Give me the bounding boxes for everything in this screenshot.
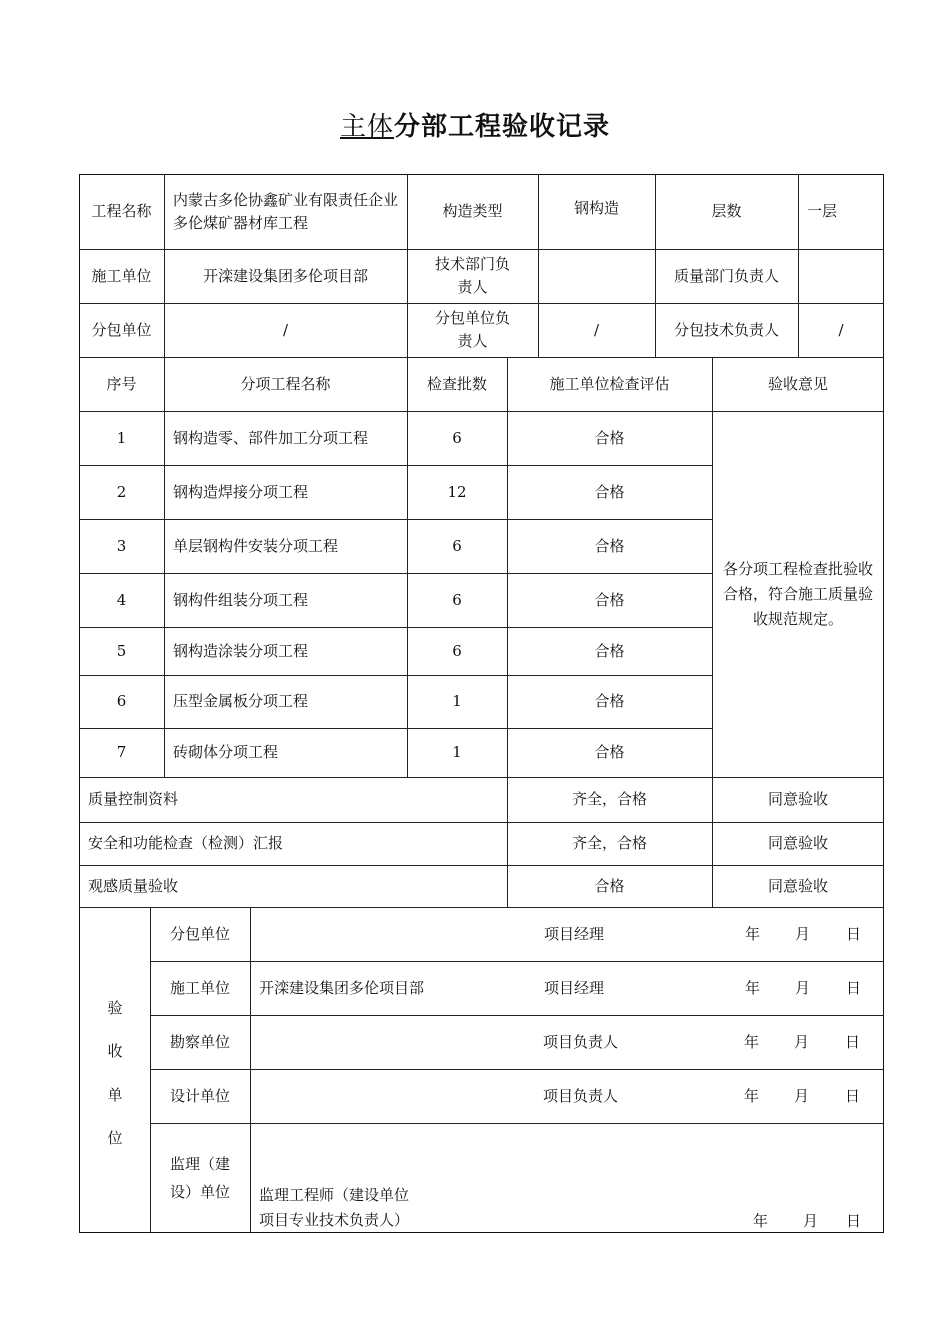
table-row-name: 钢构造涂装分项工程 bbox=[173, 641, 309, 660]
title-underlined: 主体 bbox=[339, 112, 394, 142]
table-row-seq: 2 bbox=[116, 482, 127, 501]
acceptance-unit: 勘察单位 bbox=[169, 1032, 230, 1051]
subcontract-head-value: / bbox=[593, 320, 600, 339]
merged-opinion: 各分项工程检查批验收合格，符合施工质量验收规范规定。 bbox=[722, 559, 873, 628]
summary-eval: 齐全，合格 bbox=[571, 834, 647, 852]
table-row-name: 砖砌体分项工程 bbox=[173, 743, 279, 761]
acceptance-role: 项目负责人 bbox=[543, 1033, 619, 1051]
table-row-eval: 合格 bbox=[594, 743, 625, 761]
table-row-seq: 5 bbox=[116, 641, 127, 660]
date-month: 月 bbox=[794, 1033, 810, 1051]
table-row-batches: 1 bbox=[452, 743, 462, 761]
table-row-eval: 合格 bbox=[594, 428, 625, 447]
date-year: 年 bbox=[745, 925, 761, 943]
date-year: 年 bbox=[744, 1033, 760, 1051]
header-batches: 检查批数 bbox=[426, 374, 487, 393]
date-month: 月 bbox=[795, 979, 811, 997]
date-day: 日 bbox=[846, 979, 862, 997]
table-row-batches: 6 bbox=[452, 641, 462, 660]
acceptance-unit: 分包单位 bbox=[169, 924, 230, 943]
table-row-seq: 1 bbox=[116, 428, 127, 447]
structure-type-value: 钢构造 bbox=[573, 198, 619, 217]
side-label-char: 收 bbox=[107, 1042, 123, 1060]
supervision-unit: 监理（建设）单位 bbox=[169, 1155, 230, 1201]
table-row-batches: 6 bbox=[452, 428, 462, 447]
table-row-name: 钢构造焊接分项工程 bbox=[173, 482, 309, 501]
quality-head-label: 质量部门负责人 bbox=[673, 266, 779, 285]
header-eval: 施工单位检查评估 bbox=[549, 374, 670, 393]
table-row-batches: 12 bbox=[447, 482, 467, 501]
summary-label: 安全和功能检查（检测）汇报 bbox=[88, 834, 284, 852]
date-month: 月 bbox=[795, 925, 811, 943]
construction-unit-label: 施工单位 bbox=[91, 266, 152, 285]
summary-eval: 合格 bbox=[594, 876, 625, 895]
summary-eval: 齐全，合格 bbox=[571, 790, 647, 808]
header-name: 分项工程名称 bbox=[240, 374, 331, 393]
date-year: 年 bbox=[753, 1212, 769, 1230]
table-row-name: 压型金属板分项工程 bbox=[173, 692, 309, 710]
page-title bbox=[0, 106, 950, 143]
acceptance-unit: 设计单位 bbox=[169, 1086, 230, 1105]
subcontract-label: 分包单位 bbox=[91, 320, 152, 339]
table-row-eval: 合格 bbox=[594, 536, 625, 555]
acceptance-role: 项目负责人 bbox=[543, 1087, 619, 1105]
table-row-batches: 1 bbox=[452, 692, 462, 710]
table-row-name: 单层钢构件安装分项工程 bbox=[173, 536, 339, 555]
table-row-seq: 3 bbox=[116, 536, 127, 555]
subcontract-tech-label: 分包技术负责人 bbox=[673, 320, 779, 339]
date-month: 月 bbox=[794, 1087, 810, 1105]
side-label-char: 位 bbox=[107, 1129, 123, 1147]
table-row-seq: 6 bbox=[116, 692, 127, 710]
supervision-signer-line1: 监理工程师（建设单位 bbox=[259, 1186, 410, 1204]
header-opinion: 验收意见 bbox=[767, 374, 828, 393]
table-row-name: 钢构件组装分项工程 bbox=[173, 590, 309, 609]
subcontract-value: / bbox=[282, 320, 289, 339]
table-row-name: 钢构造零、部件加工分项工程 bbox=[173, 428, 369, 447]
date-day: 日 bbox=[846, 1212, 862, 1230]
header-seq: 序号 bbox=[106, 374, 137, 393]
date-year: 年 bbox=[745, 979, 761, 997]
table-row-batches: 6 bbox=[452, 590, 462, 609]
table-row-batches: 6 bbox=[452, 536, 462, 555]
quality-head-value bbox=[798, 249, 884, 303]
table-row-eval: 合格 bbox=[594, 641, 625, 660]
tech-head-label: 技术部门负责人 bbox=[435, 255, 511, 296]
table-row-eval: 合格 bbox=[594, 692, 625, 710]
supervision-signer-line2: 项目专业技术负责人） bbox=[259, 1211, 410, 1229]
date-day: 日 bbox=[845, 1087, 861, 1105]
summary-label: 观感质量验收 bbox=[88, 876, 179, 895]
summary-opinion: 同意验收 bbox=[767, 834, 828, 852]
floors-value: 一层 bbox=[807, 202, 838, 220]
title-rest: 分部工程验收记录 bbox=[394, 112, 611, 142]
table-row-seq: 4 bbox=[116, 590, 127, 609]
table-row-seq: 7 bbox=[116, 743, 127, 761]
date-day: 日 bbox=[845, 1033, 861, 1051]
date-day: 日 bbox=[846, 925, 862, 943]
side-label-char: 验 bbox=[107, 999, 123, 1017]
date-year: 年 bbox=[744, 1087, 760, 1105]
acceptance-unit-name: 开滦建设集团多伦项目部 bbox=[259, 979, 425, 997]
summary-opinion: 同意验收 bbox=[767, 876, 828, 895]
summary-opinion: 同意验收 bbox=[767, 790, 828, 808]
construction-unit-value: 开滦建设集团多伦项目部 bbox=[202, 266, 368, 285]
tech-head-value bbox=[538, 249, 655, 303]
table-row-eval: 合格 bbox=[594, 590, 625, 609]
side-label-char: 单 bbox=[107, 1086, 123, 1104]
acceptance-unit: 施工单位 bbox=[169, 978, 230, 997]
acceptance-role: 项目经理 bbox=[544, 979, 605, 997]
floors-label: 层数 bbox=[711, 202, 742, 220]
project-name-value: 内蒙古多伦协鑫矿业有限责任企业多伦煤矿器材库工程 bbox=[173, 190, 399, 232]
subcontract-head-label: 分包单位负责人 bbox=[435, 309, 511, 350]
table-row-eval: 合格 bbox=[594, 482, 625, 501]
date-month: 月 bbox=[803, 1212, 819, 1230]
acceptance-role: 项目经理 bbox=[544, 925, 605, 943]
structure-type-label: 构造类型 bbox=[442, 202, 503, 220]
project-name-label: 工程名称 bbox=[91, 202, 152, 220]
summary-label: 质量控制资料 bbox=[88, 790, 179, 808]
subcontract-tech-value: / bbox=[838, 320, 844, 339]
